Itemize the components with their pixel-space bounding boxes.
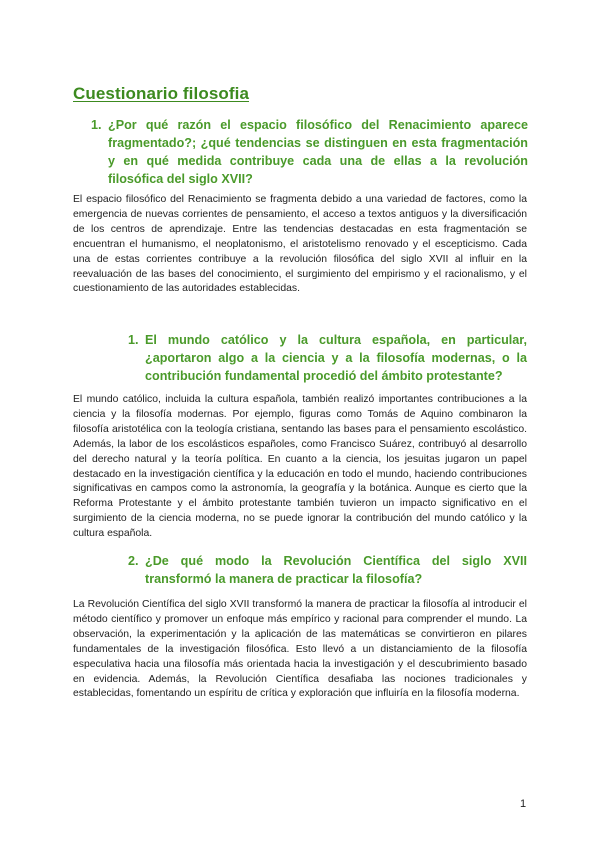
question-2-number: 1. (128, 333, 139, 347)
question-3 (128, 552, 527, 588)
question-2 (128, 331, 527, 385)
answer-2: El mundo católico, incluida la cultura española, también realizó importantes contribuciones a la ciencia y la filosofía modernas. Por ejemplo, figuras como Tomás de Aquino combinaron la filosofía aristotélica con la teología cristiana, sentando las bases para el pensamiento escolástico. Además, la labor de los escolásticos españoles, como Francisco Suárez, contribuyó al desarrollo del derecho natural y la teoría política. En cuanto a la ciencia, los jesuitas jugaron un papel destacado en la investigación científica y la educación en todo el mundo, haciendo contribuciones significativas en campos como la astronomía, la geografía y la botánica. Aunque es cierto que la Reforma Protestante y el ámbito protestante también tuvieron un impacto significativo en el surgimiento de la ciencia moderna, no se puede ignorar la contribución del mundo católico y la cultura española. (73, 394, 527, 540)
question-3-number: 2. (128, 554, 139, 568)
question-1-number: 1. (91, 118, 102, 132)
answer-3: La Revolución Científica del siglo XVII transformó la manera de practicar la filosofía al introducir el método científico y promover un enfoque más empírico y racional para comprender el mundo. La observación, la experimentación y la aplicación de las matemáticas se convirtieron en pilares fundamentales de la investigación filosófica. Esto llevó a un distanciamiento de la filosofía especulativa hacia una filosofía más orientada hacia la investigación y el descubrimiento basado en evidencia. Además, la Revolución Científica desafiaba las nociones tradicionales y establecidas, fomentando un espíritu de crítica y exploración que influiría en la filosofía moderna. (73, 599, 527, 700)
page-number: 1 (520, 798, 527, 810)
document-title: Cuestionario filosofia (73, 84, 249, 103)
answer-1: El espacio filosófico del Renacimiento se fragmenta debido a una variedad de factores, como la emergencia de nuevas corrientes de pensamiento, el acceso a textos antiguos y la diversificación de los centros de aprendizaje. Entre las tendencias destacadas en esta fragmentación se encuentran el humanismo, el neoplatonismo, el aristotelismo renovado y el escepticismo. Cada una de estas corrientes contribuye a la revolución filosófica del siglo XVII al influir en la reevaluación de las bases del conocimiento, el surgimiento del empirismo y el racionalismo, y el cuestionamiento de las autoridades establecidas. (73, 194, 527, 295)
question-3-text: ¿De qué modo la Revolución Científica del siglo XVII transformó la manera de practicar la filosofía? (145, 554, 527, 586)
question-1-text: ¿Por qué razón el espacio filosófico del Renacimiento aparece fragmentado?; ¿qué tendencias se distinguen en esta fragmentación y en qué medida contribuye cada una de ellas a la revolución filosófica del siglo XVII? (108, 118, 528, 186)
question-1 (91, 116, 528, 188)
question-2-text: El mundo católico y la cultura española, en particular, ¿aportaron algo a la ciencia y a la filosofía modernas, o la contribución fundamental procedió del ámbito protestante? (145, 333, 527, 383)
